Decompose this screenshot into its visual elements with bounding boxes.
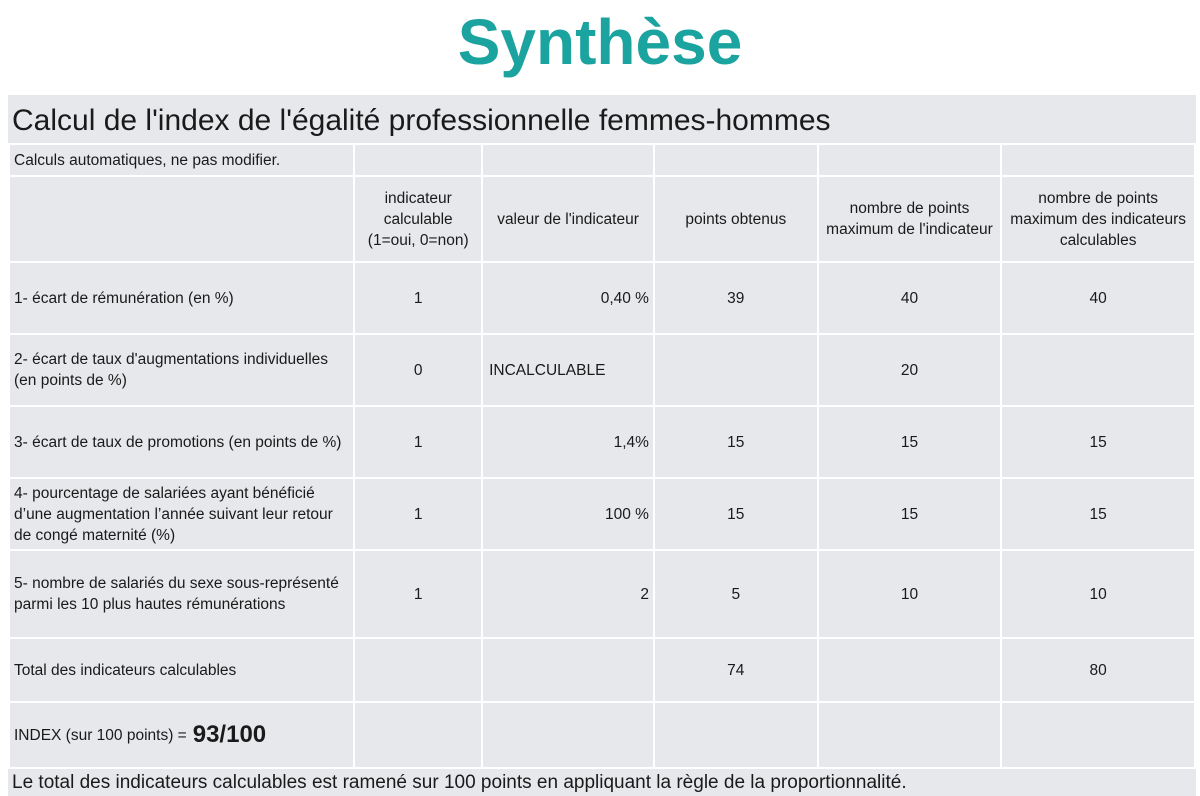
row-calculable: 1 xyxy=(354,406,482,478)
page-title: Synthèse xyxy=(457,6,743,78)
auto-calc-note: Calculs automatiques, ne pas modifier. xyxy=(9,144,354,176)
table-row xyxy=(9,334,1195,406)
header-max: nombre de points maximum de l'indicateur xyxy=(818,176,1002,262)
index-label: INDEX (sur 100 points) = xyxy=(14,727,187,744)
sheet-subtitle: Calcul de l'index de l'égalité professionnelle femmes-hommes xyxy=(12,104,831,137)
row-points: 15 xyxy=(654,478,818,550)
row-calculable: 1 xyxy=(354,550,482,638)
row-max: 20 xyxy=(818,334,1002,406)
row-valeur: 1,4% xyxy=(482,406,654,478)
table-row xyxy=(9,550,1195,638)
total-points: 74 xyxy=(654,638,818,702)
index-cell xyxy=(9,702,354,768)
row-valeur: INCALCULABLE xyxy=(482,334,654,406)
row-max: 15 xyxy=(818,478,1002,550)
row-label: 4- pourcentage de salariées ayant bénéficié d’une augmentation l’année suivant leur retour de congé maternité (%) xyxy=(9,478,354,550)
total-row xyxy=(9,638,1195,702)
index-row xyxy=(9,702,1195,768)
row-max-calc: 15 xyxy=(1001,406,1195,478)
header-row xyxy=(9,176,1195,262)
row-valeur: 0,40 % xyxy=(482,262,654,334)
header-calculable: indicateur calculable (1=oui, 0=non) xyxy=(354,176,482,262)
index-table xyxy=(8,143,1196,769)
note-row xyxy=(9,144,1195,176)
row-max: 40 xyxy=(818,262,1002,334)
row-calculable: 1 xyxy=(354,478,482,550)
row-label: 1- écart de rémunération (en %) xyxy=(9,262,354,334)
row-points: 15 xyxy=(654,406,818,478)
total-max-calc: 80 xyxy=(1001,638,1195,702)
row-points: 5 xyxy=(654,550,818,638)
row-calculable: 1 xyxy=(354,262,482,334)
row-max: 10 xyxy=(818,550,1002,638)
row-max-calc: 15 xyxy=(1001,478,1195,550)
header-max-calc: nombre de points maximum des indicateurs calculables xyxy=(1001,176,1195,262)
row-points xyxy=(654,334,818,406)
table-row xyxy=(9,478,1195,550)
row-points: 39 xyxy=(654,262,818,334)
table-row xyxy=(9,262,1195,334)
row-valeur: 2 xyxy=(482,550,654,638)
total-label: Total des indicateurs calculables xyxy=(9,638,354,702)
header-valeur: valeur de l'indicateur xyxy=(482,176,654,262)
table-row xyxy=(9,406,1195,478)
footer-note: Le total des indicateurs calculables est ramené sur 100 points en appliquant la règle de la proportionnalité. xyxy=(12,772,907,793)
row-label: 3- écart de taux de promotions (en points de %) xyxy=(9,406,354,478)
row-max-calc: 10 xyxy=(1001,550,1195,638)
synthesis-sheet xyxy=(8,95,1196,796)
row-max-calc xyxy=(1001,334,1195,406)
row-label: 2- écart de taux d'augmentations individuelles (en points de %) xyxy=(9,334,354,406)
row-label: 5- nombre de salariés du sexe sous-représenté parmi les 10 plus hautes rémunérations xyxy=(9,550,354,638)
header-points: points obtenus xyxy=(654,176,818,262)
row-calculable: 0 xyxy=(354,334,482,406)
index-score: 93/100 xyxy=(192,721,267,748)
row-max-calc: 40 xyxy=(1001,262,1195,334)
row-max: 15 xyxy=(818,406,1002,478)
row-valeur: 100 % xyxy=(482,478,654,550)
